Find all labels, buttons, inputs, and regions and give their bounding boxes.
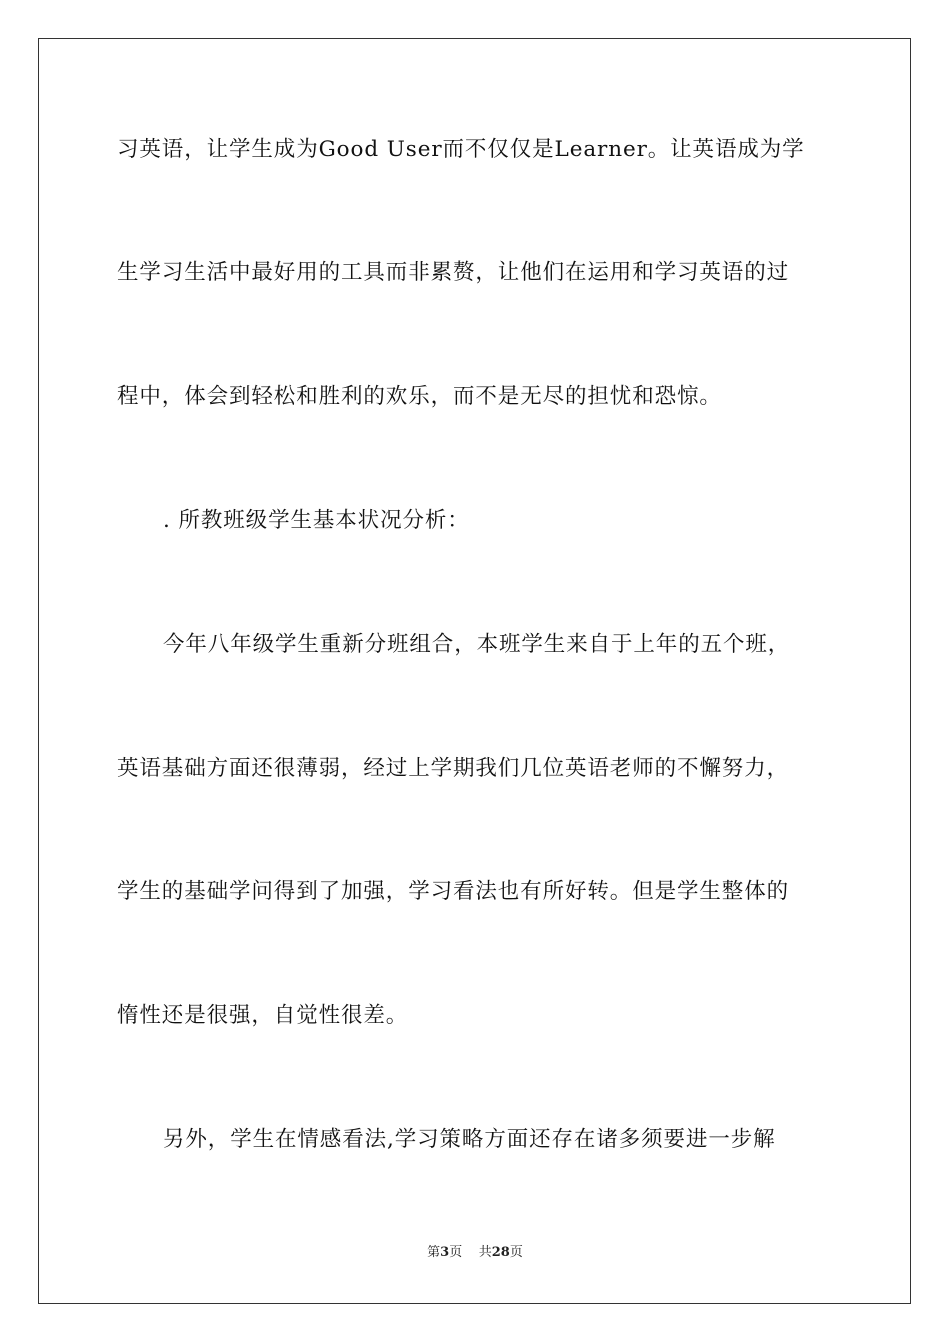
page-footer bbox=[0, 1244, 950, 1262]
body-text-line-8: 惰性还是很强，自觉性很差。 bbox=[117, 1003, 409, 1028]
footer-total-suffix: 页 bbox=[509, 1245, 523, 1260]
body-text-line-7: 学生的基础学问得到了加强，学习看法也有所好转。但是学生整体的 bbox=[117, 879, 790, 904]
body-text-line-6: 英语基础方面还很薄弱，经过上学期我们几位英语老师的不懈努力， bbox=[117, 756, 790, 781]
footer-total-pages: 28 bbox=[491, 1245, 510, 1260]
footer-page-prefix: 第 bbox=[427, 1245, 441, 1260]
body-text-line-1: 习英语，让学生成为Good User而不仅仅是Learner。让英语成为学 bbox=[117, 137, 805, 162]
body-text-line-9: 另外，学生在情感看法,学习策略方面还存在诸多须要进一步解 bbox=[163, 1127, 776, 1152]
footer-page-number: 3 bbox=[440, 1245, 450, 1260]
footer-total-prefix: 共 bbox=[478, 1245, 492, 1260]
footer-page-suffix: 页 bbox=[449, 1245, 463, 1260]
page-border bbox=[38, 38, 911, 1304]
body-text-line-5: 今年八年级学生重新分班组合，本班学生来自于上年的五个班， bbox=[163, 632, 791, 657]
body-text-line-2: 生学习生活中最好用的工具而非累赘，让他们在运用和学习英语的过 bbox=[117, 260, 790, 285]
section-heading: . 所教班级学生基本状况分析： bbox=[163, 508, 470, 533]
body-text-line-3: 程中，体会到轻松和胜利的欢乐，而不是无尽的担忧和恐惊。 bbox=[117, 384, 722, 409]
